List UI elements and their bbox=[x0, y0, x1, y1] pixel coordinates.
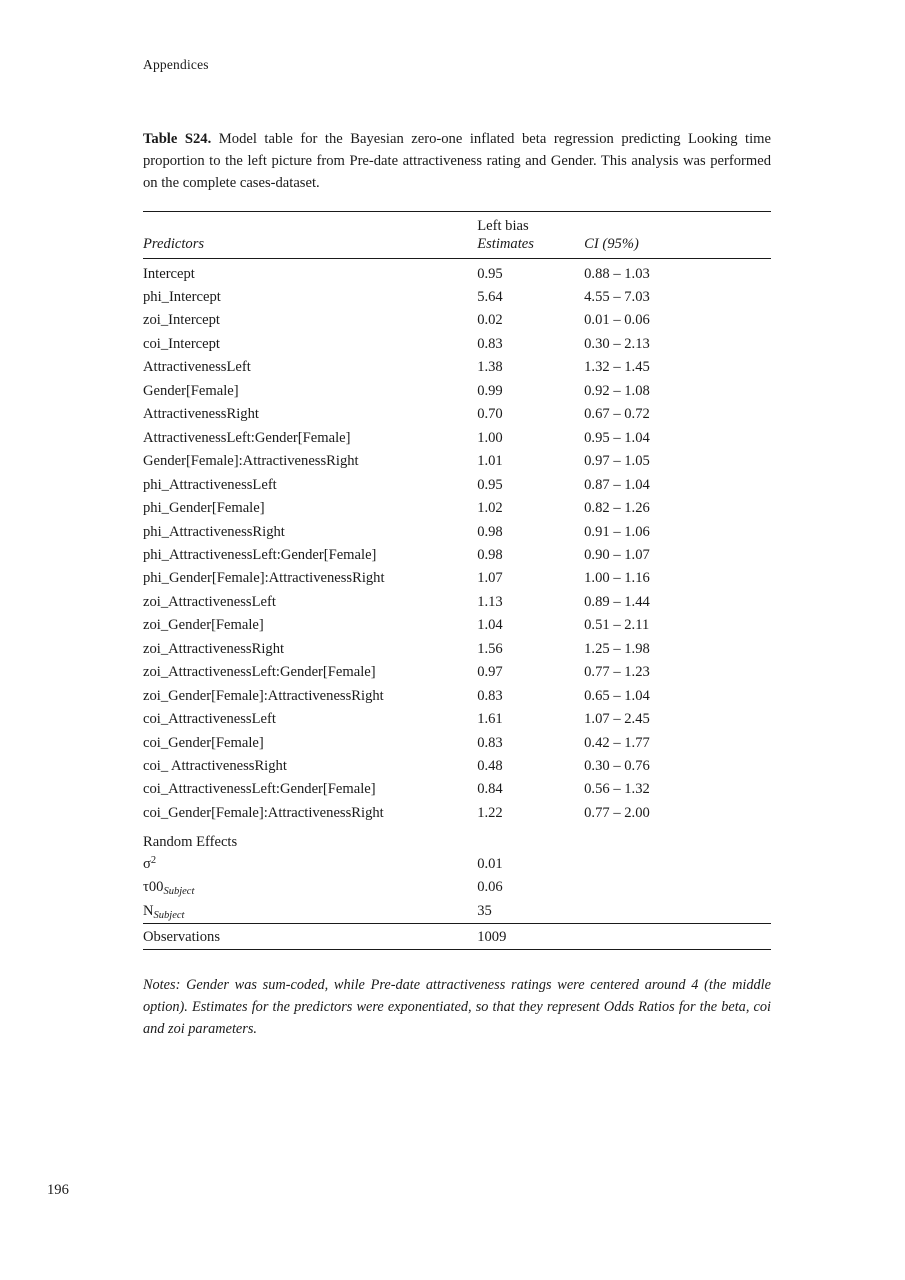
tau00-symbol: τ00 bbox=[143, 879, 164, 896]
cell-estimate: 1.38 bbox=[477, 359, 503, 376]
cell-estimate: 0.84 bbox=[477, 781, 503, 798]
cell-predictor: phi_Intercept bbox=[143, 288, 221, 305]
table-row bbox=[143, 590, 771, 613]
table-row bbox=[143, 497, 771, 520]
header-estimates: Estimates bbox=[477, 235, 534, 252]
cell-estimate: 0.06 bbox=[477, 879, 503, 896]
table-row bbox=[143, 637, 771, 660]
cell-predictor: AttractivenessLeft:Gender[Female] bbox=[143, 429, 351, 446]
table-header-group-row bbox=[143, 211, 771, 236]
table-row bbox=[143, 309, 771, 332]
cell-ci: 0.91 – 1.06 bbox=[584, 523, 650, 540]
table-caption-text: Model table for the Bayesian zero-one inflated beta regression predicting Looking time proportion to the left picture from Pre-date attractiveness rating and Gender. This analysis was performed on the complete cases-dataset. bbox=[143, 131, 771, 192]
sigma-exponent: 2 bbox=[150, 855, 157, 866]
table-row bbox=[143, 614, 771, 637]
cell-predictor: Intercept bbox=[143, 258, 477, 286]
table-row bbox=[143, 332, 771, 355]
observations-ci bbox=[584, 923, 771, 949]
header-predictors: Predictors bbox=[143, 235, 205, 252]
cell-predictor: zoi_Gender[Female] bbox=[143, 617, 264, 634]
cell-estimate: 1.01 bbox=[477, 453, 503, 470]
cell-ci: 0.56 – 1.32 bbox=[584, 781, 650, 798]
cell-estimate: 0.02 bbox=[477, 312, 503, 329]
cell-ci: 0.42 – 1.77 bbox=[584, 734, 650, 751]
cell-predictor bbox=[143, 853, 477, 876]
cell-predictor: phi_Gender[Female]:AttractivenessRight bbox=[143, 570, 385, 587]
cell-estimate: 0.95 bbox=[477, 476, 503, 493]
page-number: 196 bbox=[47, 1182, 69, 1198]
cell-predictor: coi_Gender[Female]:AttractivenessRight bbox=[143, 804, 384, 821]
cell-ci: 4.55 – 7.03 bbox=[584, 288, 650, 305]
table-row bbox=[143, 426, 771, 449]
table-row bbox=[143, 258, 771, 286]
random-effects-section-row bbox=[143, 829, 771, 853]
model-table bbox=[143, 211, 771, 950]
cell-ci: 0.01 – 0.06 bbox=[584, 312, 650, 329]
table-row bbox=[143, 403, 771, 426]
cell-ci: 0.90 – 1.07 bbox=[584, 546, 650, 563]
table-row bbox=[143, 567, 771, 590]
table-row bbox=[143, 661, 771, 684]
table-row bbox=[143, 876, 771, 899]
cell-ci bbox=[584, 900, 771, 924]
table-row bbox=[143, 802, 771, 829]
table-header-row bbox=[143, 236, 771, 259]
cell-estimate: 0.99 bbox=[477, 382, 503, 399]
cell-ci bbox=[584, 876, 771, 899]
cell-estimate: 0.98 bbox=[477, 523, 503, 540]
cell-ci: 0.30 – 2.13 bbox=[584, 335, 650, 352]
cell-predictor: phi_AttractivenessLeft:Gender[Female] bbox=[143, 546, 377, 563]
cell-ci bbox=[584, 853, 771, 876]
cell-ci: 1.00 – 1.16 bbox=[584, 570, 650, 587]
cell-ci: 0.77 – 2.00 bbox=[584, 804, 650, 821]
n-subscript: Subject bbox=[153, 909, 185, 921]
running-head: Appendices bbox=[143, 57, 209, 72]
cell-predictor: zoi_AttractivenessLeft bbox=[143, 593, 276, 610]
cell-estimate: 0.83 bbox=[477, 734, 503, 751]
observations-row bbox=[143, 923, 771, 949]
table-row bbox=[143, 755, 771, 778]
cell-predictor: zoi_AttractivenessRight bbox=[143, 640, 285, 657]
cell-ci: 1.32 – 1.45 bbox=[584, 359, 650, 376]
cell-predictor: AttractivenessRight bbox=[143, 406, 259, 423]
table-row bbox=[143, 520, 771, 543]
cell-predictor: phi_AttractivenessLeft bbox=[143, 476, 277, 493]
table-row bbox=[143, 900, 771, 924]
table-row bbox=[143, 684, 771, 707]
cell-estimate: 0.98 bbox=[477, 546, 503, 563]
header-group-spacer bbox=[143, 211, 477, 236]
header-group-left-bias: Left bias bbox=[477, 211, 584, 236]
cell-estimate: 0.48 bbox=[477, 758, 503, 775]
table-notes: Notes: Gender was sum-coded, while Pre-date attractiveness ratings were centered around 4 (the middle option). Estimates for the predictors were exponentiated, so that they represent Odds Ratios for the beta, coi and zoi parameters. bbox=[143, 976, 771, 1038]
observations-value: 1009 bbox=[477, 923, 584, 949]
cell-estimate: 0.70 bbox=[477, 406, 503, 423]
cell-ci: 0.77 – 1.23 bbox=[584, 664, 650, 681]
table-row bbox=[143, 356, 771, 379]
model-table-body bbox=[143, 211, 771, 950]
random-effects-spacer-ci bbox=[584, 829, 771, 853]
table-row bbox=[143, 708, 771, 731]
cell-ci: 0.87 – 1.04 bbox=[584, 476, 650, 493]
cell-ci: 0.51 – 2.11 bbox=[584, 617, 650, 634]
cell-predictor: Gender[Female] bbox=[143, 382, 239, 399]
table-row bbox=[143, 286, 771, 309]
table-row bbox=[143, 731, 771, 754]
cell-estimate: 1.07 bbox=[477, 570, 503, 587]
cell-estimate: 1.56 bbox=[477, 640, 503, 657]
cell-ci: 0.67 – 0.72 bbox=[584, 406, 650, 423]
cell-estimate: 1.61 bbox=[477, 711, 503, 728]
cell-estimate: 0.97 bbox=[477, 664, 503, 681]
bottom-rule-left bbox=[143, 949, 477, 950]
cell-ci: 0.97 – 1.05 bbox=[584, 453, 650, 470]
n-symbol: N bbox=[143, 902, 154, 919]
cell-predictor: zoi_Intercept bbox=[143, 312, 220, 329]
cell-ci: 0.89 – 1.44 bbox=[584, 593, 650, 610]
cell-ci: 0.30 – 0.76 bbox=[584, 758, 650, 775]
cell-estimate: 0.01 bbox=[477, 856, 503, 872]
header-group-trailing bbox=[584, 211, 771, 236]
bottom-rule-mid bbox=[477, 949, 584, 950]
table-bottom-rule-row bbox=[143, 949, 771, 950]
cell-predictor: phi_AttractivenessRight bbox=[143, 523, 285, 540]
cell-ci: 1.25 – 1.98 bbox=[584, 640, 650, 657]
observations-label: Observations bbox=[143, 923, 477, 949]
cell-ci: 0.88 – 1.03 bbox=[584, 258, 771, 286]
cell-predictor: AttractivenessLeft bbox=[143, 359, 251, 376]
bottom-rule-right bbox=[584, 949, 771, 950]
cell-ci: 1.07 – 2.45 bbox=[584, 711, 650, 728]
table-row bbox=[143, 853, 771, 876]
cell-predictor: coi_AttractivenessLeft bbox=[143, 711, 276, 728]
cell-estimate: 1.13 bbox=[477, 593, 503, 610]
cell-predictor: coi_AttractivenessLeft:Gender[Female] bbox=[143, 781, 376, 798]
table-row bbox=[143, 379, 771, 402]
cell-predictor: coi_ AttractivenessRight bbox=[143, 758, 287, 775]
random-effects-label: Random Effects bbox=[143, 833, 238, 850]
table-row bbox=[143, 473, 771, 496]
cell-estimate: 0.95 bbox=[477, 258, 584, 286]
tau00-subscript: Subject bbox=[163, 886, 195, 898]
cell-estimate: 1.22 bbox=[477, 804, 503, 821]
cell-predictor: zoi_AttractivenessLeft:Gender[Female] bbox=[143, 664, 376, 681]
cell-predictor bbox=[143, 900, 477, 924]
table-row bbox=[143, 778, 771, 801]
table-block bbox=[143, 128, 771, 1040]
cell-estimate: 5.64 bbox=[477, 288, 503, 305]
table-row bbox=[143, 544, 771, 567]
cell-predictor: phi_Gender[Female] bbox=[143, 500, 265, 517]
sigma-symbol: σ bbox=[143, 856, 151, 872]
cell-estimate: 1.00 bbox=[477, 429, 503, 446]
cell-estimate: 1.02 bbox=[477, 500, 503, 517]
cell-ci: 0.65 – 1.04 bbox=[584, 687, 650, 704]
cell-estimate: 35 bbox=[477, 902, 492, 919]
cell-estimate: 1.04 bbox=[477, 617, 503, 634]
cell-predictor: Gender[Female]:AttractivenessRight bbox=[143, 453, 359, 470]
cell-ci: 0.92 – 1.08 bbox=[584, 382, 650, 399]
table-caption-label: Table S24. bbox=[143, 131, 212, 147]
cell-ci: 0.95 – 1.04 bbox=[584, 429, 650, 446]
header-ci: CI (95%) bbox=[584, 235, 639, 252]
table-row bbox=[143, 450, 771, 473]
cell-predictor: coi_Intercept bbox=[143, 335, 220, 352]
cell-predictor: zoi_Gender[Female]:AttractivenessRight bbox=[143, 687, 384, 704]
cell-predictor: coi_Gender[Female] bbox=[143, 734, 264, 751]
cell-ci: 0.82 – 1.26 bbox=[584, 500, 650, 517]
table-caption bbox=[143, 128, 771, 195]
random-effects-spacer-estimate bbox=[477, 829, 584, 853]
cell-predictor bbox=[143, 876, 477, 899]
cell-estimate: 0.83 bbox=[477, 687, 503, 704]
cell-estimate: 0.83 bbox=[477, 335, 503, 352]
